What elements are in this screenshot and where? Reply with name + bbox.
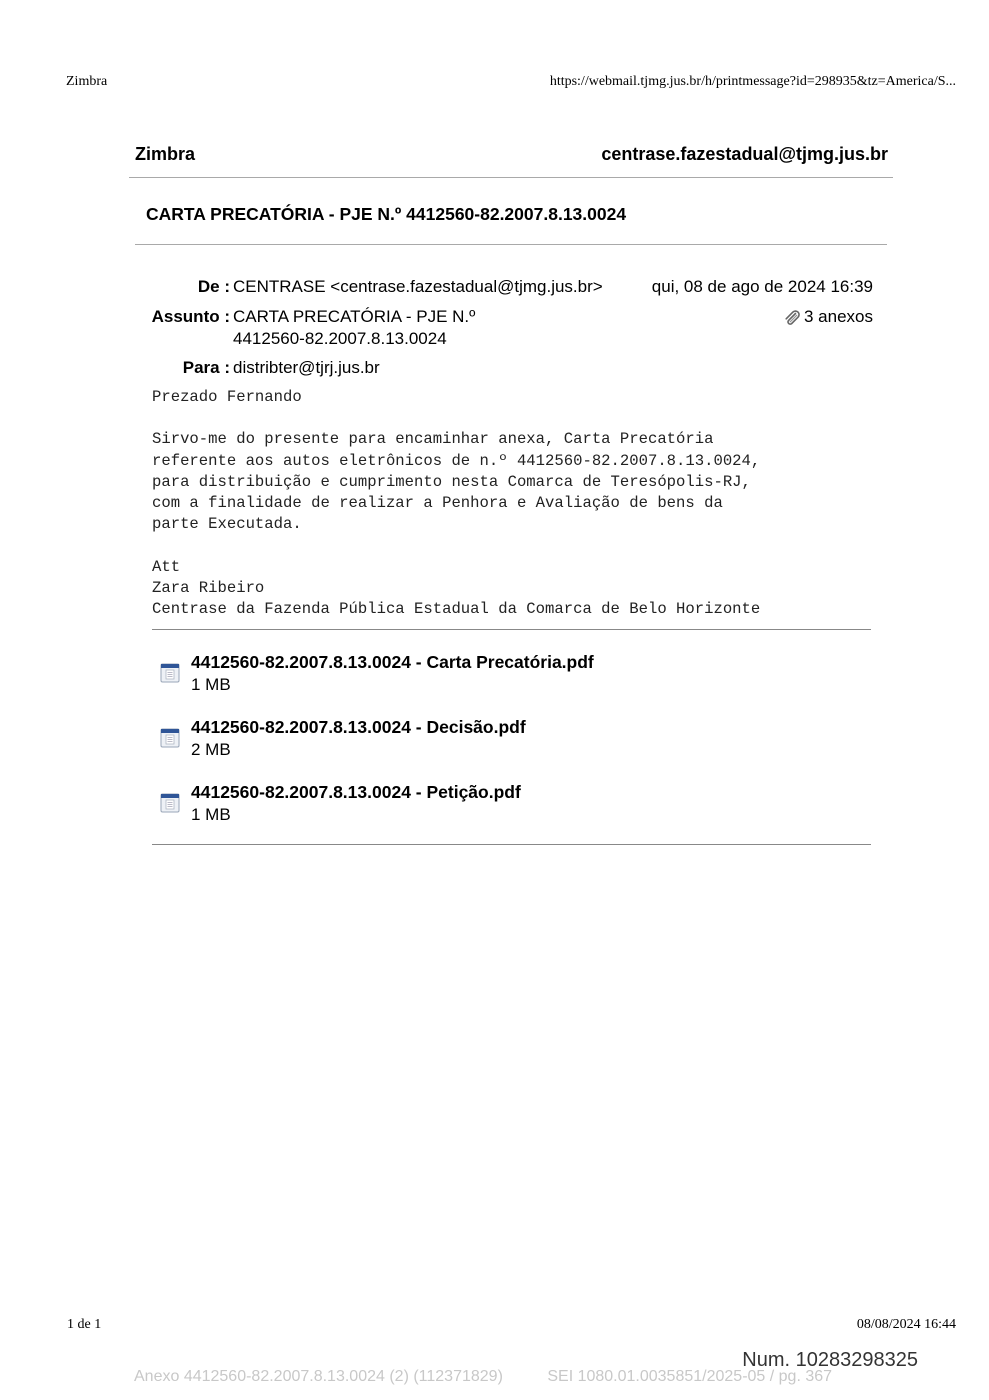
header-divider [129,177,893,178]
attachment-name[interactable]: 4412560-82.2007.8.13.0024 - Carta Precatória.pdf [191,652,594,672]
to-value[interactable]: distribter@tjrj.jus.br [233,358,380,377]
paperclip-icon [783,309,801,327]
account-email: centrase.fazestadual@tjmg.jus.br [601,144,888,164]
title-divider [135,244,887,245]
attachment-name[interactable]: 4412560-82.2007.8.13.0024 - Petição.pdf [191,782,521,802]
subject-value-line2: 4412560-82.2007.8.13.0024 [233,329,447,348]
from-value[interactable]: CENTRASE <centrase.fazestadual@tjmg.jus.br> [233,277,603,296]
document-number: Num. 10283298325 [742,1349,918,1371]
print-page-title: Zimbra [66,74,108,89]
attachments-divider [152,844,871,845]
subject-label: Assunto : [151,307,230,326]
print-timestamp: 08/08/2024 16:44 [856,1317,956,1332]
page-count: 1 de 1 [67,1317,102,1332]
attachment-size: 2 MB [191,740,231,759]
subject-value-line1: CARTA PRECATÓRIA - PJE N.º [233,307,476,326]
app-name: Zimbra [135,144,196,164]
message-body: Prezado Fernando Sirvo-me do presente para encaminhar anexa, Carta Precatória referente aos autos eletrônicos de n.º 4412560-82.2007.8.13.0024, para distribuição e cumprimento nesta Comarca de Teresópolis-RJ, com a finalidade de realizar a Penhora e Avaliação de bens da parte Executada. Att Zara Ribeiro Centrase da Fazenda Pública Estadual da Comarca de Belo Horizonte [152,388,761,619]
attachment-size: 1 MB [191,675,231,694]
to-label: Para : [182,358,230,377]
footer-stamp: Anexo 4412560-82.2007.8.13.0024 (2) (112371829) SEI 1080.01.0035851/2025-05 / pg. 367 [134,1368,833,1385]
print-page-url: https://webmail.tjmg.jus.br/h/printmessage?id=298935&tz=America/S... [549,74,956,89]
pdf-file-icon [160,793,180,813]
attachment-name[interactable]: 4412560-82.2007.8.13.0024 - Decisão.pdf [191,717,526,737]
message-date: qui, 08 de ago de 2024 16:39 [651,277,873,296]
attachment-count: 3 anexos [804,307,873,326]
body-divider [152,629,871,630]
message-title: CARTA PRECATÓRIA - PJE N.º 4412560-82.2007.8.13.0024 [146,204,627,224]
pdf-file-icon [160,663,180,683]
pdf-file-icon [160,728,180,748]
from-label: De : [197,277,230,296]
attachment-size: 1 MB [191,805,231,824]
